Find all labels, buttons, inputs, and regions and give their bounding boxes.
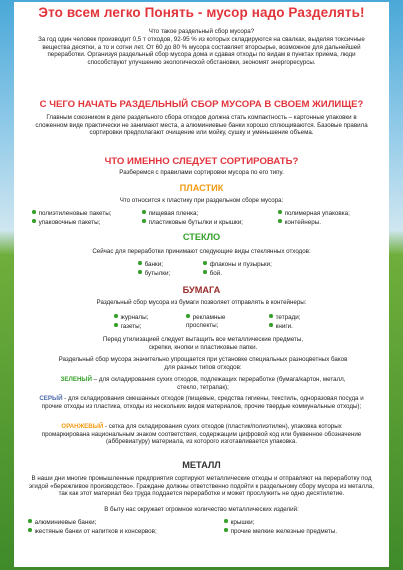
metal-item: прочие мелкие железные предметы. [224,528,337,536]
bins-gray: СЕРЫЙ - для складирования смешанных отходов (пищевые, средства гигиены, текстиль, одноразовая посуда и прочие отходы из пластика, отходы из нескольких видов материалов, прочие твердые коммунальные отходы); [39,395,364,410]
glass-lead: Сейчас для переработки принимают следующие виды стеклянных отходов: [92,248,311,255]
plastic-item: контейнеры. [278,219,321,227]
metal-item: алюминиевые банки; [28,519,96,527]
start-text: Главным союзником в деле раздельного сбора отходов должна стать компактность – картонные упаковки в сложенном виде практически не занимают места, а алюминиевые банки хорошо сплющиваются. Базовые правила сортировки предполагают очищение или мойку, сушку и уменьшение объема. [35,114,368,137]
metal-text: В наши дни многие промышленные предприятия сортируют металлические отходы и отправляют на переработку под эгидой «бережливое производство». Граждане должны ответственно подойти к раздельному сбору мусора из металла, так как этот материал без труда поддается переработке и может прослужить не одно десятилетие. [29,475,374,498]
bins-orange: ОРАНЖЕВЫЙ - сетка для складирования сухих отходов (пластик/полиэтилен), упаковка которых промаркирована национальным знаком соответствия, содержащим цифровой код или буквенное обозначение (аббревиатуру) материала, из которого изготавливается упаковка. [41,423,362,446]
paper-item: газеты; [114,323,141,331]
bullet-icon [269,314,273,318]
paper-item: тетради; [269,314,301,322]
bullet-icon [32,219,36,223]
paper-item: рекламные проспекты; [186,314,226,329]
bullet-icon [142,219,146,223]
plastic-item: пластиковые бутылки и крышки; [142,219,243,227]
bins-green: ЗЕЛЕНЫЙ – для складирования сухих отходов, подлежащих переработке (бумага/картон, металл, стекло, тетрапак); [60,376,346,391]
metal-item: жестяные банки от напитков и консервов; [28,528,157,536]
plastic-lead: Что относится к пластику при раздельном сборе мусора: [119,197,284,204]
intro-text: За год один человек производит 0,5 т отходов, 92-95 % из которых складируются на свалках, выделяя токсичные вещества десятки, а то и сотни лет. От 60 до 80 % мусора составляет вторсырье, возможное для дальнейшей переработки. Организуя раздельный сбор мусора дома и сдавая отходы по видам в пунктах приема, люди способствуют улучшению экологической обстановки, экономят энергоресурсы. [38,36,365,67]
glass-heading: СТЕКЛО [182,232,221,242]
plastic-item: полиэтиленовые пакеты; [32,210,112,218]
glass-item: бутылки; [138,270,170,278]
bullet-icon [114,323,118,327]
sort-subtitle: Разберемся с правилами сортировки мусора по его типу. [119,169,284,176]
bullet-icon [224,519,228,523]
bins-lead: Раздельный сбор мусора значительно упрощается при установке специальных разноцветных баков для разных типов отходов: [58,356,348,371]
paper-lead: Раздельный сбор мусора из бумаги позволяет отправлять в контейнеры: [96,299,307,306]
poster-sheet [14,2,389,567]
metal-item: крышки; [224,519,254,527]
bullet-icon [203,270,207,274]
staples-note: Перед утилизацией следует вытащить все металлические предметы, скрепки, кнопки и пластиковые папки. [102,336,304,351]
metal-lead: В быту нас окружает огромное количество металлических изделий: [104,506,299,513]
paper-item: книги. [269,323,293,331]
bullet-icon [32,210,36,214]
glass-item: банки; [138,261,163,269]
paper-item: журналы; [114,314,148,322]
orange-bin-label: ОРАНЖЕВЫЙ [61,423,104,430]
bullet-icon [203,261,207,265]
plastic-item: пищевая пленка; [142,210,198,218]
bullet-icon [269,323,273,327]
bullet-icon [278,210,282,214]
bullet-icon [186,314,190,318]
bullet-icon [114,314,118,318]
bullet-icon [28,528,32,532]
plastic-heading: ПЛАСТИК [179,183,224,193]
bullet-icon [278,219,282,223]
bullet-icon [138,261,142,265]
poster-title: Это всем легко Понять - мусор надо Разделять! [38,5,365,20]
green-bin-label: ЗЕЛЕНЫЙ [60,376,92,383]
intro-question: Что такое раздельный сбор мусора? [148,28,255,35]
bullet-icon [224,528,228,532]
metal-heading: МЕТАЛЛ [182,460,221,470]
plastic-item: полимерная упаковка; [278,210,350,218]
gray-bin-label: СЕРЫЙ [39,395,63,402]
plastic-item: упаковочные пакеты; [32,219,100,227]
bullet-icon [28,519,32,523]
bullet-icon [138,270,142,274]
glass-item: флаконы и пузырьки; [203,261,272,269]
bullet-icon [142,210,146,214]
paper-heading: БУМАГА [182,285,221,295]
start-heading: С ЧЕГО НАЧАТЬ РАЗДЕЛЬНЫЙ СБОР МУСОРА В СВОЕМ ЖИЛИЩЕ? [39,99,364,110]
sort-heading: ЧТО ИМЕННО СЛЕДУЕТ СОРТИРОВАТЬ? [104,156,299,167]
glass-item: бой. [203,270,222,278]
